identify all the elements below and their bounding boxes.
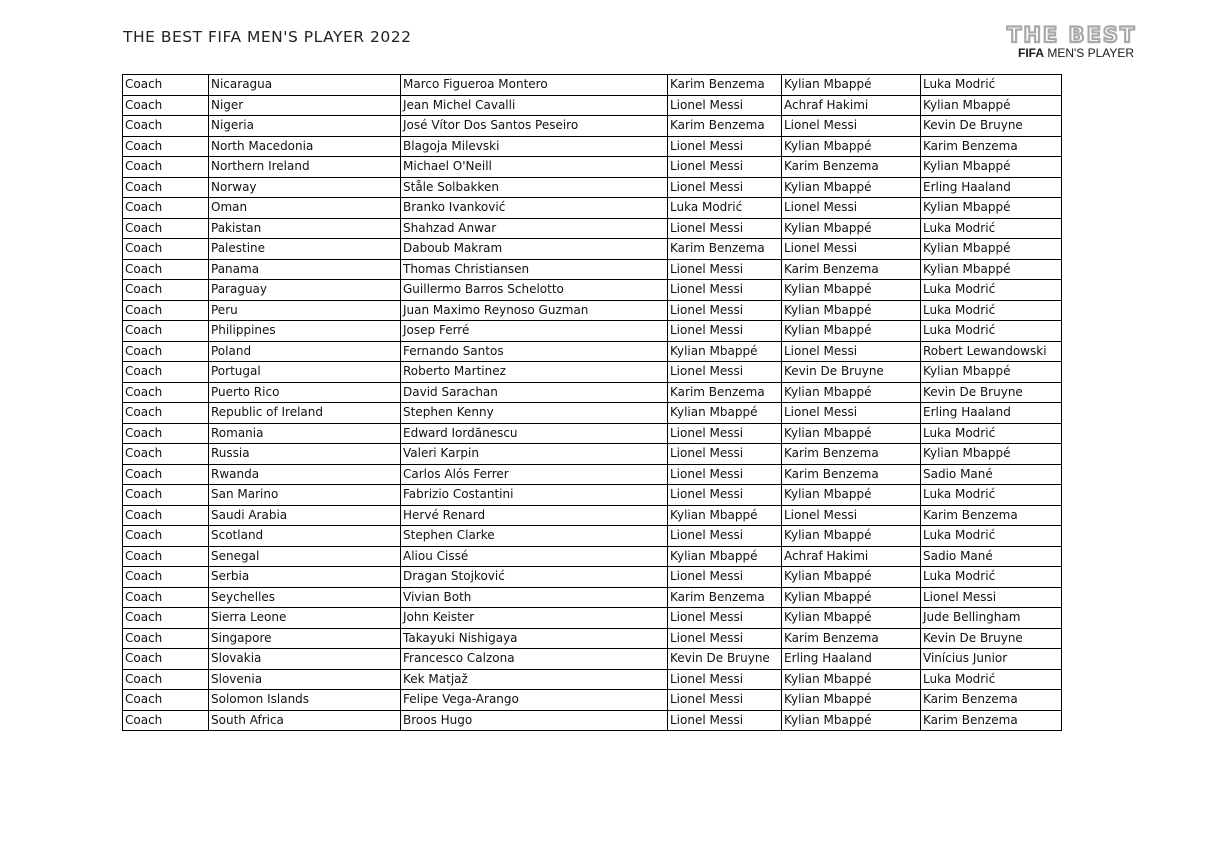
- second-choice-cell: Karim Benzema: [782, 157, 921, 178]
- third-choice-cell: Karim Benzema: [921, 710, 1062, 731]
- role-cell: Coach: [123, 280, 209, 301]
- second-choice-cell: Kylian Mbappé: [782, 608, 921, 629]
- country-cell: Niger: [209, 95, 401, 116]
- third-choice-cell: Luka Modrić: [921, 669, 1062, 690]
- first-choice-cell: Lionel Messi: [668, 690, 782, 711]
- third-choice-cell: Karim Benzema: [921, 505, 1062, 526]
- role-cell: Coach: [123, 157, 209, 178]
- country-cell: Russia: [209, 444, 401, 465]
- country-cell: Rwanda: [209, 464, 401, 485]
- third-choice-cell: Karim Benzema: [921, 136, 1062, 157]
- country-cell: North Macedonia: [209, 136, 401, 157]
- third-choice-cell: Luka Modrić: [921, 567, 1062, 588]
- table-row: [123, 505, 1062, 526]
- first-choice-cell: Lionel Messi: [668, 464, 782, 485]
- table-row: [123, 423, 1062, 444]
- second-choice-cell: Achraf Hakimi: [782, 95, 921, 116]
- first-choice-cell: Lionel Messi: [668, 608, 782, 629]
- role-cell: Coach: [123, 403, 209, 424]
- third-choice-cell: Luka Modrić: [921, 321, 1062, 342]
- voter-name-cell: Edward Iordănescu: [401, 423, 668, 444]
- third-choice-cell: Lionel Messi: [921, 587, 1062, 608]
- country-cell: Scotland: [209, 526, 401, 547]
- first-choice-cell: Lionel Messi: [668, 710, 782, 731]
- first-choice-cell: Karim Benzema: [668, 116, 782, 137]
- role-cell: Coach: [123, 505, 209, 526]
- role-cell: Coach: [123, 587, 209, 608]
- second-choice-cell: Kylian Mbappé: [782, 321, 921, 342]
- first-choice-cell: Karim Benzema: [668, 382, 782, 403]
- first-choice-cell: Kylian Mbappé: [668, 403, 782, 424]
- country-cell: Pakistan: [209, 218, 401, 239]
- second-choice-cell: Lionel Messi: [782, 239, 921, 260]
- page-title: THE BEST FIFA MEN'S PLAYER 2022: [123, 28, 412, 46]
- country-cell: Seychelles: [209, 587, 401, 608]
- second-choice-cell: Kylian Mbappé: [782, 485, 921, 506]
- third-choice-cell: Robert Lewandowski: [921, 341, 1062, 362]
- second-choice-cell: Karim Benzema: [782, 464, 921, 485]
- second-choice-cell: Kylian Mbappé: [782, 423, 921, 444]
- table-row: [123, 362, 1062, 383]
- first-choice-cell: Lionel Messi: [668, 218, 782, 239]
- country-cell: Paraguay: [209, 280, 401, 301]
- table-row: [123, 198, 1062, 219]
- third-choice-cell: Karim Benzema: [921, 690, 1062, 711]
- role-cell: Coach: [123, 628, 209, 649]
- voter-name-cell: Daboub Makram: [401, 239, 668, 260]
- role-cell: Coach: [123, 95, 209, 116]
- third-choice-cell: Luka Modrić: [921, 300, 1062, 321]
- third-choice-cell: Luka Modrić: [921, 485, 1062, 506]
- first-choice-cell: Lionel Messi: [668, 280, 782, 301]
- table-row: [123, 690, 1062, 711]
- country-cell: Romania: [209, 423, 401, 444]
- second-choice-cell: Kylian Mbappé: [782, 136, 921, 157]
- table-row: [123, 177, 1062, 198]
- voter-name-cell: David Sarachan: [401, 382, 668, 403]
- voter-name-cell: Josep Ferré: [401, 321, 668, 342]
- third-choice-cell: Vinícius Junior: [921, 649, 1062, 670]
- table-row: [123, 382, 1062, 403]
- first-choice-cell: Karim Benzema: [668, 587, 782, 608]
- role-cell: Coach: [123, 546, 209, 567]
- country-cell: San Marino: [209, 485, 401, 506]
- first-choice-cell: Lionel Messi: [668, 444, 782, 465]
- voter-name-cell: Juan Maximo Reynoso Guzman: [401, 300, 668, 321]
- voter-name-cell: Thomas Christiansen: [401, 259, 668, 280]
- table-row: [123, 444, 1062, 465]
- third-choice-cell: Kevin De Bruyne: [921, 116, 1062, 137]
- second-choice-cell: Kylian Mbappé: [782, 75, 921, 96]
- voter-name-cell: Felipe Vega-Arango: [401, 690, 668, 711]
- role-cell: Coach: [123, 239, 209, 260]
- table-row: [123, 403, 1062, 424]
- first-choice-cell: Kylian Mbappé: [668, 341, 782, 362]
- country-cell: Portugal: [209, 362, 401, 383]
- voter-name-cell: John Keister: [401, 608, 668, 629]
- third-choice-cell: Kylian Mbappé: [921, 95, 1062, 116]
- first-choice-cell: Lionel Messi: [668, 321, 782, 342]
- country-cell: Puerto Rico: [209, 382, 401, 403]
- country-cell: Sierra Leone: [209, 608, 401, 629]
- country-cell: Peru: [209, 300, 401, 321]
- second-choice-cell: Karim Benzema: [782, 444, 921, 465]
- third-choice-cell: Luka Modrić: [921, 218, 1062, 239]
- role-cell: Coach: [123, 259, 209, 280]
- table-row: [123, 628, 1062, 649]
- first-choice-cell: Lionel Messi: [668, 669, 782, 690]
- second-choice-cell: Kylian Mbappé: [782, 587, 921, 608]
- country-cell: Poland: [209, 341, 401, 362]
- second-choice-cell: Lionel Messi: [782, 116, 921, 137]
- role-cell: Coach: [123, 526, 209, 547]
- voter-name-cell: Branko Ivanković: [401, 198, 668, 219]
- third-choice-cell: Kylian Mbappé: [921, 198, 1062, 219]
- voter-name-cell: Ståle Solbakken: [401, 177, 668, 198]
- third-choice-cell: Kylian Mbappé: [921, 259, 1062, 280]
- role-cell: Coach: [123, 136, 209, 157]
- table-row: [123, 464, 1062, 485]
- table-row: [123, 649, 1062, 670]
- third-choice-cell: Kylian Mbappé: [921, 362, 1062, 383]
- second-choice-cell: Kylian Mbappé: [782, 669, 921, 690]
- country-cell: Solomon Islands: [209, 690, 401, 711]
- third-choice-cell: Kylian Mbappé: [921, 239, 1062, 260]
- first-choice-cell: Lionel Messi: [668, 136, 782, 157]
- role-cell: Coach: [123, 444, 209, 465]
- country-cell: Oman: [209, 198, 401, 219]
- second-choice-cell: Kylian Mbappé: [782, 280, 921, 301]
- voter-name-cell: Vivian Both: [401, 587, 668, 608]
- role-cell: Coach: [123, 690, 209, 711]
- second-choice-cell: Kylian Mbappé: [782, 526, 921, 547]
- second-choice-cell: Kevin De Bruyne: [782, 362, 921, 383]
- third-choice-cell: Erling Haaland: [921, 177, 1062, 198]
- role-cell: Coach: [123, 177, 209, 198]
- voter-name-cell: Dragan Stojković: [401, 567, 668, 588]
- voter-name-cell: Valeri Karpin: [401, 444, 668, 465]
- third-choice-cell: Jude Bellingham: [921, 608, 1062, 629]
- role-cell: Coach: [123, 300, 209, 321]
- role-cell: Coach: [123, 608, 209, 629]
- third-choice-cell: Luka Modrić: [921, 280, 1062, 301]
- country-cell: Nicaragua: [209, 75, 401, 96]
- table-row: [123, 280, 1062, 301]
- third-choice-cell: Sadio Mané: [921, 464, 1062, 485]
- third-choice-cell: Kylian Mbappé: [921, 157, 1062, 178]
- country-cell: Norway: [209, 177, 401, 198]
- first-choice-cell: Lionel Messi: [668, 526, 782, 547]
- table-row: [123, 587, 1062, 608]
- voter-name-cell: Stephen Clarke: [401, 526, 668, 547]
- third-choice-cell: Sadio Mané: [921, 546, 1062, 567]
- table-row: [123, 341, 1062, 362]
- country-cell: Nigeria: [209, 116, 401, 137]
- table-row: [123, 608, 1062, 629]
- the-best-logo: [1005, 24, 1150, 64]
- first-choice-cell: Lionel Messi: [668, 177, 782, 198]
- logo-subtitle-fifa: FIFA: [1018, 46, 1044, 60]
- country-cell: Serbia: [209, 567, 401, 588]
- table-row: [123, 546, 1062, 567]
- first-choice-cell: Karim Benzema: [668, 239, 782, 260]
- voter-name-cell: Blagoja Milevski: [401, 136, 668, 157]
- role-cell: Coach: [123, 321, 209, 342]
- role-cell: Coach: [123, 423, 209, 444]
- country-cell: Northern Ireland: [209, 157, 401, 178]
- first-choice-cell: Kylian Mbappé: [668, 546, 782, 567]
- first-choice-cell: Lionel Messi: [668, 362, 782, 383]
- first-choice-cell: Karim Benzema: [668, 75, 782, 96]
- role-cell: Coach: [123, 198, 209, 219]
- role-cell: Coach: [123, 218, 209, 239]
- voter-name-cell: Guillermo Barros Schelotto: [401, 280, 668, 301]
- voter-name-cell: Michael O'Neill: [401, 157, 668, 178]
- first-choice-cell: Lionel Messi: [668, 95, 782, 116]
- first-choice-cell: Lionel Messi: [668, 567, 782, 588]
- table-row: [123, 218, 1062, 239]
- first-choice-cell: Lionel Messi: [668, 485, 782, 506]
- second-choice-cell: Kylian Mbappé: [782, 710, 921, 731]
- country-cell: Philippines: [209, 321, 401, 342]
- voter-name-cell: Roberto Martinez: [401, 362, 668, 383]
- voter-name-cell: Shahzad Anwar: [401, 218, 668, 239]
- second-choice-cell: Karim Benzema: [782, 259, 921, 280]
- table-row: [123, 321, 1062, 342]
- votes-table-body: [123, 75, 1062, 731]
- role-cell: Coach: [123, 567, 209, 588]
- voter-name-cell: Broos Hugo: [401, 710, 668, 731]
- second-choice-cell: Kylian Mbappé: [782, 177, 921, 198]
- role-cell: Coach: [123, 485, 209, 506]
- country-cell: Slovakia: [209, 649, 401, 670]
- third-choice-cell: Luka Modrić: [921, 526, 1062, 547]
- role-cell: Coach: [123, 116, 209, 137]
- table-row: [123, 669, 1062, 690]
- table-row: [123, 485, 1062, 506]
- voter-name-cell: Takayuki Nishigaya: [401, 628, 668, 649]
- role-cell: Coach: [123, 341, 209, 362]
- voter-name-cell: Fernando Santos: [401, 341, 668, 362]
- first-choice-cell: Lionel Messi: [668, 423, 782, 444]
- second-choice-cell: Kylian Mbappé: [782, 218, 921, 239]
- voter-name-cell: Stephen Kenny: [401, 403, 668, 424]
- second-choice-cell: Lionel Messi: [782, 198, 921, 219]
- second-choice-cell: Lionel Messi: [782, 341, 921, 362]
- third-choice-cell: Luka Modrić: [921, 75, 1062, 96]
- table-row: [123, 75, 1062, 96]
- voter-name-cell: Kek Matjaž: [401, 669, 668, 690]
- first-choice-cell: Luka Modrić: [668, 198, 782, 219]
- country-cell: Singapore: [209, 628, 401, 649]
- voter-name-cell: Carlos Alós Ferrer: [401, 464, 668, 485]
- table-row: [123, 239, 1062, 260]
- voter-name-cell: Jean Michel Cavalli: [401, 95, 668, 116]
- table-row: [123, 710, 1062, 731]
- second-choice-cell: Erling Haaland: [782, 649, 921, 670]
- logo-wordmark: THE BEST: [1007, 23, 1137, 47]
- third-choice-cell: Kevin De Bruyne: [921, 382, 1062, 403]
- table-row: [123, 116, 1062, 137]
- second-choice-cell: Kylian Mbappé: [782, 690, 921, 711]
- role-cell: Coach: [123, 464, 209, 485]
- country-cell: Senegal: [209, 546, 401, 567]
- country-cell: Republic of Ireland: [209, 403, 401, 424]
- role-cell: Coach: [123, 669, 209, 690]
- country-cell: South Africa: [209, 710, 401, 731]
- third-choice-cell: Erling Haaland: [921, 403, 1062, 424]
- logo-subtitle: [1018, 46, 1134, 60]
- second-choice-cell: Kylian Mbappé: [782, 382, 921, 403]
- second-choice-cell: Achraf Hakimi: [782, 546, 921, 567]
- first-choice-cell: Kylian Mbappé: [668, 505, 782, 526]
- role-cell: Coach: [123, 382, 209, 403]
- table-row: [123, 157, 1062, 178]
- first-choice-cell: Lionel Messi: [668, 300, 782, 321]
- table-row: [123, 567, 1062, 588]
- role-cell: Coach: [123, 649, 209, 670]
- voter-name-cell: Fabrizio Costantini: [401, 485, 668, 506]
- table-row: [123, 259, 1062, 280]
- role-cell: Coach: [123, 75, 209, 96]
- voter-name-cell: Aliou Cissé: [401, 546, 668, 567]
- voter-name-cell: Francesco Calzona: [401, 649, 668, 670]
- role-cell: Coach: [123, 710, 209, 731]
- second-choice-cell: Lionel Messi: [782, 403, 921, 424]
- first-choice-cell: Lionel Messi: [668, 628, 782, 649]
- second-choice-cell: Kylian Mbappé: [782, 300, 921, 321]
- voter-name-cell: José Vítor Dos Santos Peseiro: [401, 116, 668, 137]
- third-choice-cell: Kylian Mbappé: [921, 444, 1062, 465]
- country-cell: Saudi Arabia: [209, 505, 401, 526]
- table-row: [123, 95, 1062, 116]
- table-row: [123, 136, 1062, 157]
- third-choice-cell: Kevin De Bruyne: [921, 628, 1062, 649]
- second-choice-cell: Karim Benzema: [782, 628, 921, 649]
- second-choice-cell: Lionel Messi: [782, 505, 921, 526]
- country-cell: Panama: [209, 259, 401, 280]
- first-choice-cell: Lionel Messi: [668, 157, 782, 178]
- table-row: [123, 526, 1062, 547]
- first-choice-cell: Lionel Messi: [668, 259, 782, 280]
- voter-name-cell: Hervé Renard: [401, 505, 668, 526]
- country-cell: Slovenia: [209, 669, 401, 690]
- country-cell: Palestine: [209, 239, 401, 260]
- logo-subtitle-rest: MEN'S PLAYER: [1044, 46, 1135, 60]
- role-cell: Coach: [123, 362, 209, 383]
- voter-name-cell: Marco Figueroa Montero: [401, 75, 668, 96]
- third-choice-cell: Luka Modrić: [921, 423, 1062, 444]
- votes-table: [122, 74, 1062, 731]
- first-choice-cell: Kevin De Bruyne: [668, 649, 782, 670]
- table-row: [123, 300, 1062, 321]
- second-choice-cell: Kylian Mbappé: [782, 567, 921, 588]
